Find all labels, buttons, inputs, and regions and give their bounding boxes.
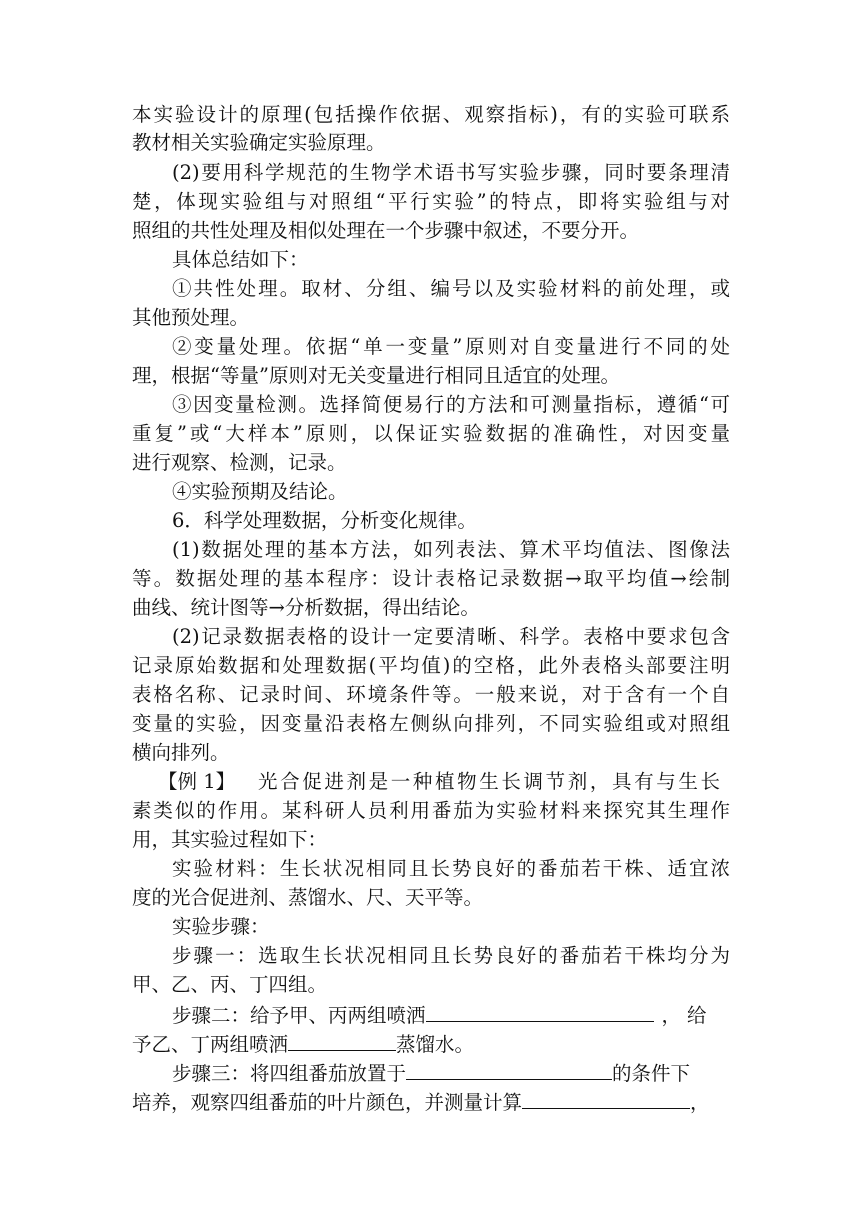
step3-text-a: 步骤三：将四组番茄放置于: [172, 1062, 407, 1085]
text-line: 照组的共性处理及相似处理在一个步骤中叙述，不要分开。: [132, 219, 640, 242]
text-line: 等。数据处理的基本程序：设计表格记录数据→取平均值→绘制: [132, 567, 730, 590]
text-line: (1)数据处理的基本方法，如列表法、算术平均值法、图像法: [172, 538, 730, 561]
step2-text-a: 步骤二：给予甲、丙两组喷洒: [172, 1004, 426, 1027]
text-line: 本实验设计的原理(包括操作依据、观察指标)，有的实验可联系: [132, 103, 730, 126]
answer-blank[interactable]: [288, 1028, 396, 1051]
text-line: 教材相关实验确定实验原理。: [132, 131, 386, 154]
text-line: 甲、乙、丙、丁四组。: [132, 973, 328, 996]
step2-text-b: ，给: [661, 1004, 713, 1027]
text-line: ①共性处理。取材、分组、编号以及实验材料的前处理，或: [172, 277, 730, 300]
text-line: 变量的实验，因变量沿表格左侧纵向排列，不同实验组或对照组: [132, 712, 730, 735]
text-line: ④实验预期及结论。: [172, 480, 348, 503]
text-line: 横向排列。: [132, 741, 230, 764]
step2-text-c: 予乙、丁两组喷洒: [132, 1033, 289, 1056]
text-line: 度的光合促进剂、蒸馏水、尺、天平等。: [132, 886, 484, 909]
text-line: 理，根据“等量”原则对无关变量进行相同且适宜的处理。: [132, 364, 620, 387]
answer-blank[interactable]: [426, 999, 654, 1022]
text-line: 用，其实验过程如下：: [132, 828, 328, 851]
text-line: 实验材料：生长状况相同且长势良好的番茄若干株、适宜浓: [172, 857, 730, 880]
text-line: 楚，体现实验组与对照组“平行实验”的特点，即将实验组与对: [132, 190, 730, 213]
text-line: 步骤一：选取生长状况相同且长势良好的番茄若干株均分为: [172, 944, 730, 967]
step2-line1: [172, 999, 730, 1029]
step2-line2: [132, 1028, 730, 1058]
text-line: 素类似的作用。某科研人员利用番茄为实验材料来探究其生理作: [132, 799, 730, 822]
section-heading: 6．科学处理数据，分析变化规律。: [172, 509, 477, 532]
steps-title: 实验步骤：: [172, 915, 270, 938]
example-first-line: [158, 767, 730, 797]
step3-line2: [132, 1086, 730, 1116]
step3-text-b: 的条件下: [612, 1062, 691, 1085]
answer-blank[interactable]: [522, 1086, 690, 1109]
example-text: 光合促进剂是一种植物生长调节剂，具有与生长: [258, 770, 720, 793]
example-label: 【例 1】: [158, 770, 236, 793]
step2-text-d: 蒸馏水。: [396, 1033, 475, 1056]
text-line: 表格名称、记录时间、环境条件等。一般来说，对于含有一个自: [132, 683, 730, 706]
step3-text-d: ，: [690, 1091, 710, 1114]
step3-line1: [172, 1057, 730, 1087]
text-line: ②变量处理。依据“单一变量”原则对自变量进行不同的处: [172, 335, 730, 358]
text-line: (2)要用科学规范的生物学术语书写实验步骤，同时要条理清: [172, 161, 730, 184]
text-line: 曲线、统计图等→分析数据，得出结论。: [132, 596, 480, 619]
answer-blank[interactable]: [406, 1057, 612, 1080]
text-line: (2)记录数据表格的设计一定要清晰、科学。表格中要求包含: [172, 625, 730, 648]
text-line: 记录原始数据和处理数据(平均值)的空格，此外表格头部要注明: [132, 654, 730, 677]
text-line: 具体总结如下：: [172, 248, 309, 271]
text-line: 进行观察、检测，记录。: [132, 451, 347, 474]
step3-text-c: 培养，观察四组番茄的叶片颜色，并测量计算: [132, 1091, 523, 1114]
text-line: 其他预处理。: [132, 306, 250, 329]
text-line: ③因变量检测。选择简便易行的方法和可测量指标，遵循“可: [172, 393, 730, 416]
text-line: 重复”或“大样本”原则，以保证实验数据的准确性，对因变量: [132, 422, 730, 445]
